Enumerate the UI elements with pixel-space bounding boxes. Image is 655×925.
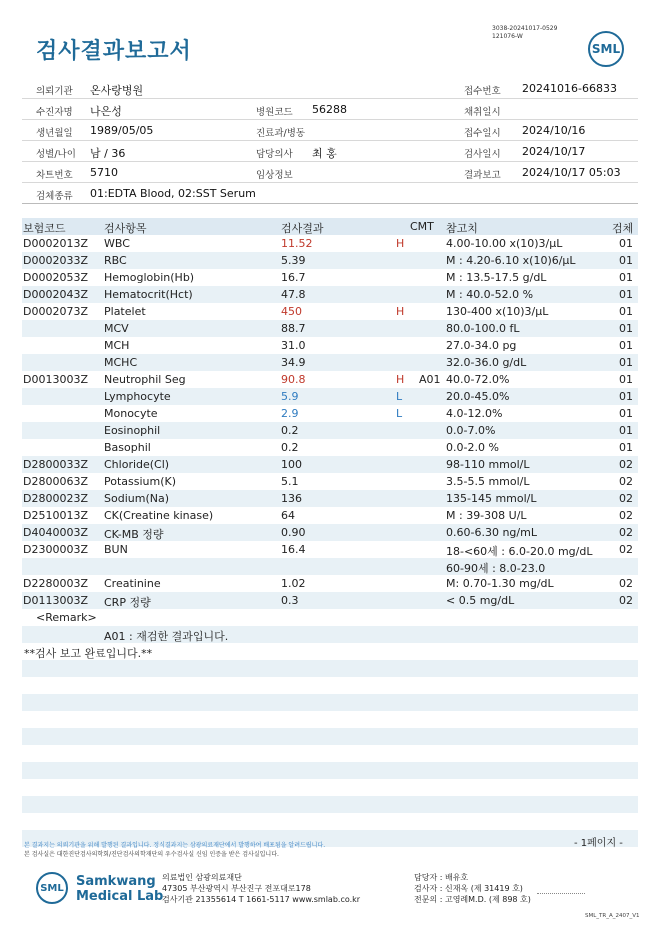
cell-reference: < 0.5 mg/dL [446, 594, 515, 607]
empty-row [22, 660, 638, 677]
footer-note-2: 본 검사실은 대한진단검사의학회/진단검사의학재단의 우수검사실 신임 인증을 받은 검사실입니다. [24, 851, 279, 858]
value-test-date: 2024/10/17 [522, 145, 586, 158]
remark-text: A01 : 재검한 결과입니다. [104, 630, 229, 643]
cell-item: Sodium(Na) [104, 492, 169, 505]
label-clinical-info: 임상정보 [256, 170, 293, 181]
value-patient-name: 나은성 [90, 105, 122, 118]
cell-code: D4040003Z [23, 526, 88, 539]
value-report-date: 2024/10/17 05:03 [522, 166, 621, 179]
label-specimen-type: 검체종류 [36, 191, 73, 202]
staff-manager: 담당자 : 배유호 [414, 873, 469, 882]
empty-row [22, 711, 638, 728]
cell-result: 5.9 [281, 390, 299, 403]
cell-flag: L [396, 407, 403, 420]
page-number: - 1페이지 - [574, 838, 623, 849]
cell-specimen: 01 [619, 271, 633, 284]
remark-row [22, 643, 638, 660]
cell-flag: L [396, 390, 403, 403]
cell-flag: H [396, 305, 405, 318]
label-requesting-institution: 의뢰기관 [36, 86, 73, 97]
table-row [22, 439, 638, 456]
cell-reference: M : 39-308 U/L [446, 509, 527, 522]
cell-reference: M: 0.70-1.30 mg/dL [446, 577, 554, 590]
cell-code: D0002043Z [23, 288, 88, 301]
cell-result: 5.1 [281, 475, 299, 488]
cell-reference: 20.0-45.0% [446, 390, 510, 403]
cell-item: MCV [104, 322, 129, 335]
document-number [492, 25, 557, 41]
value-accession-number: 20241016-66833 [522, 82, 617, 95]
cell-result: 0.90 [281, 526, 306, 539]
cell-item: CRP 정량 [104, 596, 151, 609]
cell-code: D0002013Z [23, 237, 88, 250]
table-row [22, 235, 638, 252]
cell-specimen: 01 [619, 390, 633, 403]
results-table [22, 218, 638, 847]
cell-result: 16.4 [281, 543, 306, 556]
table-row [22, 388, 638, 405]
label-received-date: 접수일시 [464, 128, 501, 139]
info-row [22, 78, 638, 99]
value-sex-age: 남 / 36 [90, 147, 126, 160]
footer-note-1: 본 결과지는 의뢰기관을 위해 발행된 결과입니다. 정식결과지는 삼광의료재단에서 발행하여 배포됨을 알려드립니다. [24, 842, 326, 849]
table-row [22, 456, 638, 473]
cell-code: D2800033Z [23, 458, 88, 471]
cell-code: D0002053Z [23, 271, 88, 284]
table-row [22, 490, 638, 507]
cell-specimen: 01 [619, 407, 633, 420]
cell-result: 16.7 [281, 271, 306, 284]
table-row [22, 337, 638, 354]
form-code: SML_TR_A_2407_V1 [585, 913, 640, 919]
cell-item: Monocyte [104, 407, 158, 420]
cell-item: RBC [104, 254, 127, 267]
cell-specimen: 02 [619, 458, 633, 471]
empty-row [22, 677, 638, 694]
value-chart-number: 5710 [90, 166, 118, 179]
table-body [22, 235, 638, 847]
cell-result: 34.9 [281, 356, 306, 369]
empty-row [22, 694, 638, 711]
sml-logo-footer: SML [36, 872, 68, 904]
table-row [22, 422, 638, 439]
cell-reference: 98-110 mmol/L [446, 458, 530, 471]
cell-item: Potassium(K) [104, 475, 177, 488]
table-row [22, 524, 638, 541]
cell-specimen: 01 [619, 339, 633, 352]
table-row [22, 269, 638, 286]
info-row [22, 183, 638, 204]
cell-result: 0.3 [281, 594, 299, 607]
header-reference: 참고치 [446, 222, 478, 235]
cell-code: D0002073Z [23, 305, 88, 318]
cell-reference: M : 40.0-52.0 % [446, 288, 534, 301]
empty-row [22, 728, 638, 745]
cell-item: CK(Creatine kinase) [104, 509, 214, 522]
brand-line-1: Samkwang [76, 874, 156, 889]
cell-result: 100 [281, 458, 302, 471]
table-row [22, 303, 638, 320]
cell-specimen: 01 [619, 356, 633, 369]
cell-flag: H [396, 373, 405, 386]
cell-item: MCH [104, 339, 130, 352]
cell-result: 2.9 [281, 407, 299, 420]
cell-code: D2800063Z [23, 475, 88, 488]
table-row [22, 575, 638, 592]
value-specimen-type: 01:EDTA Blood, 02:SST Serum [90, 187, 256, 200]
cell-reference: 27.0-34.0 pg [446, 339, 517, 352]
org-contact: 검사기관 21355614 T 1661-5117 www.smlab.co.kr [162, 895, 361, 904]
brand-name [76, 874, 163, 904]
empty-row [22, 762, 638, 779]
cell-reference: 0.0-7.0% [446, 424, 496, 437]
header-item: 검사항목 [104, 222, 147, 235]
cell-code: D0113003Z [23, 594, 88, 607]
label-doctor: 담당의사 [256, 149, 293, 160]
cell-reference: 135-145 mmol/L [446, 492, 537, 505]
table-row [22, 252, 638, 269]
cell-item: Creatinine [104, 577, 161, 590]
value-requesting-institution: 온사랑병원 [90, 84, 144, 97]
empty-row [22, 796, 638, 813]
cell-reference: 32.0-36.0 g/dL [446, 356, 527, 369]
header-specimen: 검체 [612, 222, 634, 235]
cell-specimen: 02 [619, 509, 633, 522]
cell-reference: 3.5-5.5 mmol/L [446, 475, 530, 488]
patient-info [22, 78, 638, 204]
remark-row [22, 609, 638, 626]
label-chart-number: 차트번호 [36, 170, 73, 181]
cell-specimen: 02 [619, 577, 633, 590]
cell-result: 31.0 [281, 339, 306, 352]
cell-result: 0.2 [281, 424, 299, 437]
cell-cmt: A01 [419, 373, 441, 386]
table-row [22, 541, 638, 558]
cell-specimen: 01 [619, 254, 633, 267]
value-hospital-code: 56288 [312, 103, 347, 116]
cell-specimen: 02 [619, 526, 633, 539]
cell-specimen: 01 [619, 441, 633, 454]
cell-code: D2800023Z [23, 492, 88, 505]
cell-specimen: 01 [619, 424, 633, 437]
info-row [22, 99, 638, 120]
cell-reference: 18-<60세 : 6.0-20.0 mg/dL [446, 545, 593, 558]
cell-specimen: 01 [619, 373, 633, 386]
cell-reference: M : 13.5-17.5 g/dL [446, 271, 547, 284]
cell-specimen: 01 [619, 322, 633, 335]
value-birth-date: 1989/05/05 [90, 124, 154, 137]
label-collection-date: 채취일시 [464, 107, 501, 118]
label-patient-name: 수진자명 [36, 107, 73, 118]
header-cmt: CMT [410, 220, 434, 233]
cell-reference: M : 4.20-6.10 x(10)6/μL [446, 254, 576, 267]
table-row [22, 405, 638, 422]
value-doctor: 최 홍 [312, 147, 337, 160]
cell-item: MCHC [104, 356, 138, 369]
cell-item: Neutrophil Seg [104, 373, 186, 386]
table-row [22, 592, 638, 609]
cell-code: D2510013Z [23, 509, 88, 522]
table-row [22, 558, 638, 575]
cell-result: 11.52 [281, 237, 313, 250]
table-row [22, 371, 638, 388]
org-name: 의료법인 삼광의료재단 [162, 873, 242, 882]
cell-reference: 60-90세 : 8.0-23.0 [446, 562, 546, 575]
cell-result: 450 [281, 305, 302, 318]
table-row [22, 286, 638, 303]
cell-item: Hemoglobin(Hb) [104, 271, 195, 284]
cell-item: Hematocrit(Hct) [104, 288, 193, 301]
info-row [22, 162, 638, 183]
staff-specialist: 전문의 : 고영례M.D. (제 898 호) [414, 895, 531, 904]
cell-reference: 4.0-12.0% [446, 407, 503, 420]
label-birth-date: 생년월일 [36, 128, 73, 139]
remark-row [22, 626, 638, 643]
cell-result: 88.7 [281, 322, 306, 335]
cell-code: D2300003Z [23, 543, 88, 556]
cell-result: 1.02 [281, 577, 306, 590]
cell-flag: H [396, 237, 405, 250]
cell-item: Basophil [104, 441, 151, 454]
empty-row [22, 779, 638, 796]
remark-title: <Remark> [36, 611, 97, 624]
org-address: 47305 부산광역시 부산진구 전포대로178 [162, 884, 311, 893]
cell-code: D0002033Z [23, 254, 88, 267]
footer-notes [24, 841, 325, 859]
cell-item: Lymphocyte [104, 390, 171, 403]
label-accession-number: 접수번호 [464, 86, 501, 97]
cell-reference: 40.0-72.0% [446, 373, 510, 386]
header-code: 보험코드 [23, 222, 66, 235]
report-complete-text: **검사 보고 완료입니다.** [24, 647, 153, 660]
table-row [22, 320, 638, 337]
document-number-line-1: 3038-20241017-0529 [492, 25, 558, 32]
label-report-date: 결과보고 [464, 170, 501, 181]
cell-result: 136 [281, 492, 302, 505]
value-received-date: 2024/10/16 [522, 124, 586, 137]
cell-specimen: 01 [619, 288, 633, 301]
empty-row [22, 813, 638, 830]
cell-result: 90.8 [281, 373, 306, 386]
cell-item: BUN [104, 543, 128, 556]
staff-tester: 검사자 : 신재옥 (제 31419 호) [414, 884, 523, 893]
cell-specimen: 02 [619, 594, 633, 607]
empty-row [22, 745, 638, 762]
header-result: 검사결과 [281, 222, 324, 235]
cell-specimen: 01 [619, 305, 633, 318]
info-row [22, 120, 638, 141]
staff-info [414, 872, 531, 905]
cell-specimen: 02 [619, 492, 633, 505]
label-hospital-code: 병원코드 [256, 107, 293, 118]
cell-reference: 130-400 x(10)3/μL [446, 305, 549, 318]
label-department: 진료과/병동 [256, 128, 306, 139]
cell-reference: 80.0-100.0 fL [446, 322, 520, 335]
table-header [22, 218, 638, 235]
cell-specimen: 02 [619, 543, 633, 556]
cell-item: Chloride(Cl) [104, 458, 170, 471]
cell-result: 47.8 [281, 288, 306, 301]
table-row [22, 354, 638, 371]
cell-reference: 0.0-2.0 % [446, 441, 499, 454]
cell-item: Eosinophil [104, 424, 161, 437]
cell-result: 5.39 [281, 254, 306, 267]
info-row [22, 141, 638, 162]
cell-item: CK-MB 정량 [104, 528, 164, 541]
cell-specimen: 01 [619, 237, 633, 250]
cell-reference: 4.00-10.00 x(10)3/μL [446, 237, 563, 250]
cell-code: D0013003Z [23, 373, 88, 386]
cell-specimen: 02 [619, 475, 633, 488]
label-sex-age: 성별/나이 [36, 149, 76, 160]
organization-info [162, 872, 360, 905]
cell-item: WBC [104, 237, 130, 250]
table-row [22, 473, 638, 490]
signature [537, 880, 585, 894]
page-title: 검사결과보고서 [36, 39, 192, 64]
table-row [22, 507, 638, 524]
cell-code: D2280003Z [23, 577, 88, 590]
brand-line-2: Medical Lab [76, 889, 164, 904]
sml-logo: SML [588, 31, 624, 67]
cell-result: 64 [281, 509, 295, 522]
label-test-date: 검사일시 [464, 149, 501, 160]
document-number-line-2: 121076-W [492, 33, 523, 40]
cell-result: 0.2 [281, 441, 299, 454]
cell-item: Platelet [104, 305, 146, 318]
cell-reference: 0.60-6.30 ng/mL [446, 526, 537, 539]
